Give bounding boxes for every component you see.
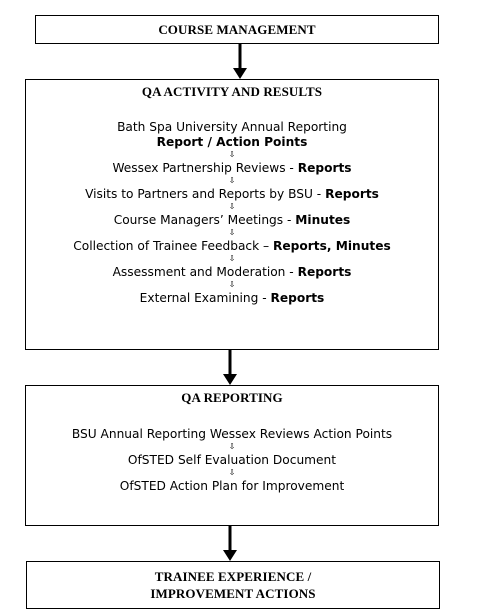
item-bold: Report / Action Points	[156, 135, 308, 149]
item-bold: Reports	[270, 291, 325, 305]
trainee-experience-title-line1: TRAINEE EXPERIENCE /	[154, 569, 312, 584]
item-bold: Reports	[325, 187, 379, 201]
down-arrow-icon: ⇩	[228, 280, 236, 289]
flow-arrow-3	[222, 526, 238, 562]
course-management-box	[35, 15, 439, 44]
qa-activity-item	[26, 187, 438, 202]
qa-activity-item	[26, 239, 438, 254]
item-bold: Reports, Minutes	[273, 239, 391, 253]
qa-reporting-box	[25, 385, 439, 526]
qa-activity-item	[26, 265, 438, 280]
qa-activity-item	[26, 120, 438, 135]
qa-reporting-item: BSU Annual Reporting Wessex Reviews Action Points	[71, 427, 393, 441]
trainee-experience-box	[26, 561, 440, 609]
item-text: Course Managers’ Meetings -	[113, 213, 296, 227]
item-bold: Reports	[297, 161, 352, 175]
qa-reporting-item: OfSTED Self Evaluation Document	[127, 453, 337, 467]
qa-activity-item	[26, 213, 438, 228]
down-arrow-icon: ⇩	[228, 442, 236, 451]
qa-activity-title: QA ACTIVITY AND RESULTS	[141, 84, 323, 99]
item-text: Visits to Partners and Reports by BSU -	[85, 187, 326, 201]
flow-arrow-2	[222, 350, 238, 386]
down-arrow-icon: ⇩	[228, 254, 236, 263]
down-arrow-icon: ⇩	[228, 468, 236, 477]
trainee-experience-title-line2: IMPROVEMENT ACTIONS	[150, 586, 316, 601]
item-text: Wessex Partnership Reviews -	[112, 161, 298, 175]
qa-activity-item	[26, 135, 438, 150]
qa-activity-item	[26, 291, 438, 306]
item-bold: Minutes	[295, 213, 351, 227]
item-text: Collection of Trainee Feedback –	[73, 239, 274, 253]
flow-arrow-1	[232, 44, 248, 80]
down-arrow-icon: ⇩	[228, 228, 236, 237]
qa-reporting-title: QA REPORTING	[181, 390, 283, 405]
down-arrow-icon: ⇩	[228, 176, 236, 185]
item-bold: Reports	[297, 265, 352, 279]
qa-activity-box	[25, 79, 439, 350]
course-management-title: COURSE MANAGEMENT	[158, 22, 316, 37]
item-text: Assessment and Moderation -	[112, 265, 298, 279]
item-text: External Examining -	[139, 291, 271, 305]
qa-reporting-item: OfSTED Action Plan for Improvement	[119, 479, 345, 493]
down-arrow-icon: ⇩	[228, 202, 236, 211]
down-arrow-icon: ⇩	[228, 150, 236, 159]
qa-activity-item	[26, 161, 438, 176]
item-text: Bath Spa University Annual Reporting	[117, 120, 347, 134]
